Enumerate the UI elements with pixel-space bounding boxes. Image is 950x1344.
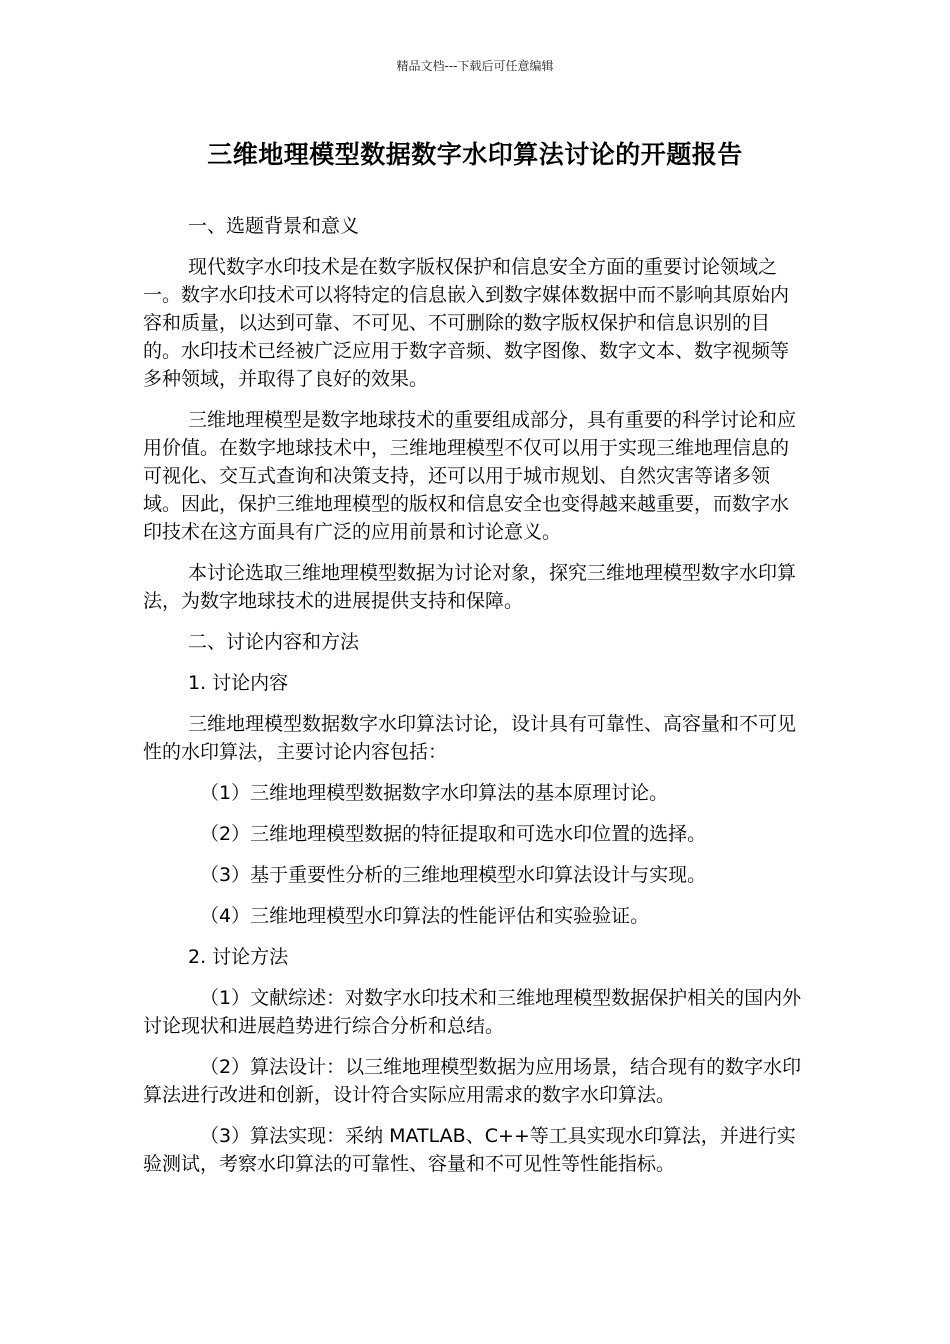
document-body	[143, 212, 807, 1191]
method-list-item: （2）算法设计：以三维地理模型数据为应用场景，结合现有的数字水印算法进行改进和创新，设计符合实际应用需求的数字水印算法。	[143, 1056, 802, 1106]
method-list-item: （1）文献综述：对数字水印技术和三维地理模型数据保护相关的国内外讨论现状和进展趋势进行综合分析和总结。	[143, 987, 802, 1037]
content-list-item: （2）三维地理模型数据的特征提取和可选水印位置的选择。	[200, 823, 707, 845]
section-heading-content-methods: 二、讨论内容和方法	[188, 631, 360, 653]
paragraph-3d-model-importance: 三维地理模型是数字地球技术的重要组成部分，具有重要的科学讨论和应用价值。在数字地球技术中，三维地理模型不仅可以用于实现三维地理信息的可视化、交互式查询和决策支持，还可以用于城市规划、自然灾害等诸多领域。因此，保护三维地理模型的版权和信息安全也变得越来越重要，而数字水印技术在这方面具有广泛的应用前景和讨论意义。	[143, 409, 797, 543]
section-heading-background: 一、选题背景和意义	[188, 215, 360, 237]
subsection-heading-content: 1. 讨论内容	[188, 672, 289, 694]
document-title: 三维地理模型数据数字水印算法讨论的开题报告	[207, 140, 743, 169]
content-list-item: （4）三维地理模型水印算法的性能评估和实验验证。	[200, 905, 650, 927]
header-note: 精品文档---下载后可任意编辑	[396, 59, 554, 73]
content-list-item: （3）基于重要性分析的三维地理模型水印算法设计与实现。	[200, 864, 707, 886]
paragraph-content-intro: 三维地理模型数据数字水印算法讨论，设计具有可靠性、高容量和不可见性的水印算法，主要讨论内容包括：	[143, 713, 797, 763]
method-list-item: （3）算法实现：采纳 MATLAB、C++等工具实现水印算法，并进行实验测试，考察水印算法的可靠性、容量和不可见性等性能指标。	[143, 1125, 796, 1175]
content-list-item: （1）三维地理模型数据数字水印算法的基本原理讨论。	[200, 782, 669, 804]
subsection-heading-methods: 2. 讨论方法	[188, 946, 289, 968]
paragraph-watermark-overview: 现代数字水印技术是在数字版权保护和信息安全方面的重要讨论领域之一。数字水印技术可以将特定的信息嵌入到数字媒体数据中而不影响其原始内容和质量，以达到可靠、不可见、不可删除的数字版权保护和信息识别的目的。水印技术已经被广泛应用于数字音频、数字图像、数字文本、数字视频等多种领域，并取得了良好的效果。	[143, 256, 790, 390]
paragraph-research-objective: 本讨论选取三维地理模型数据为讨论对象，探究三维地理模型数字水印算法，为数字地球技术的进展提供支持和保障。	[143, 562, 797, 612]
